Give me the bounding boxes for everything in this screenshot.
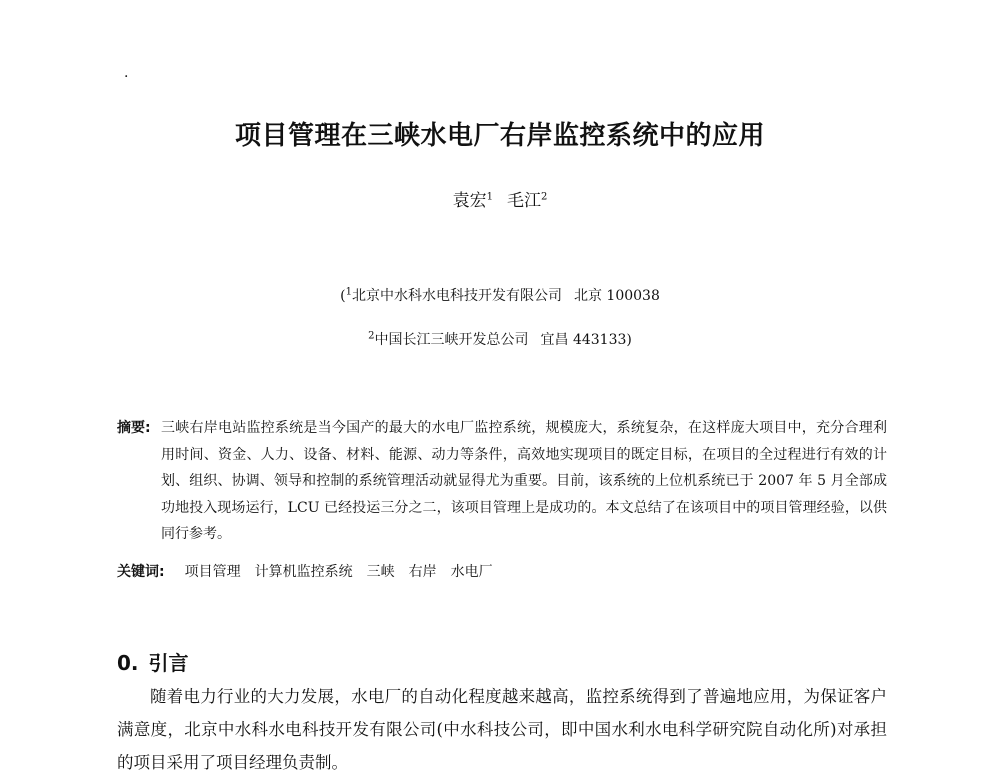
scan-dot-mark: ·: [124, 69, 129, 85]
affiliation-close-paren: ): [626, 332, 632, 348]
keyword-item: 计算机监控系统: [254, 564, 353, 580]
abstract-text: 三峡右岸电站监控系统是当今国产的最大的水电厂监控系统，规模庞大，系统复杂，在这样庞大项目中，充分合理利用时间、资金、人力、设备、材料、能源、动力等条件，高效地实现项目的既定目标，在项目的全过程进行有效的计划、组织、协调、领导和控制的系统管理活动就显得尤为重要。目前，该系统的上位机系统已于 2007 年 5 月全部成功地投入现场运行，LCU 已经投运三分之二，该项目管理上是成功的。本文总结了在该项目中的项目管理经验，以供同行参考。: [161, 420, 887, 542]
paper-title: 项目管理在三峡水电厂右岸监控系统中的应用: [234, 121, 765, 151]
affiliation-place: 宜昌 443133: [540, 332, 627, 348]
abstract-block: [117, 415, 887, 548]
body-paragraph: 随着电力行业的大力发展，水电厂的自动化程度越来越高，监控系统得到了普遍地应用，为保证客户满意度，北京中水科水电科技开发有限公司(中水科技公司，即中国水利水电科学研究院自动化所)对承担的项目采用了项目经理负责制。: [117, 687, 887, 772]
affiliation-superscript: 1: [345, 286, 352, 298]
keywords-line: [117, 560, 493, 584]
section-heading: [117, 650, 189, 676]
affiliation-line: [0, 330, 1000, 350]
section-number: 0.: [117, 651, 139, 675]
affiliation-org: 中国长江三峡开发总公司: [374, 332, 529, 348]
author-name: 袁宏: [452, 191, 487, 211]
author-superscript: 2: [541, 191, 548, 203]
affiliation-open-paren: (: [340, 288, 346, 304]
author-superscript: 1: [486, 191, 493, 203]
keyword-item: 项目管理: [184, 564, 241, 580]
keyword-item: 三峡: [366, 564, 395, 580]
keyword-item: 右岸: [408, 564, 437, 580]
author-line: [0, 190, 1000, 212]
affiliation-superscript: 2: [368, 330, 375, 342]
keyword-item: 水电厂: [450, 564, 493, 580]
affiliation-line: [0, 286, 1000, 306]
abstract-label: 摘要:: [117, 420, 151, 436]
author-name: 毛江: [507, 191, 541, 211]
section-title: 引言: [148, 651, 189, 675]
affiliation-org: 北京中水科水电科技开发有限公司: [351, 288, 562, 304]
affiliation-place: 北京 100038: [573, 288, 660, 304]
keywords-label: 关键词:: [117, 564, 165, 580]
